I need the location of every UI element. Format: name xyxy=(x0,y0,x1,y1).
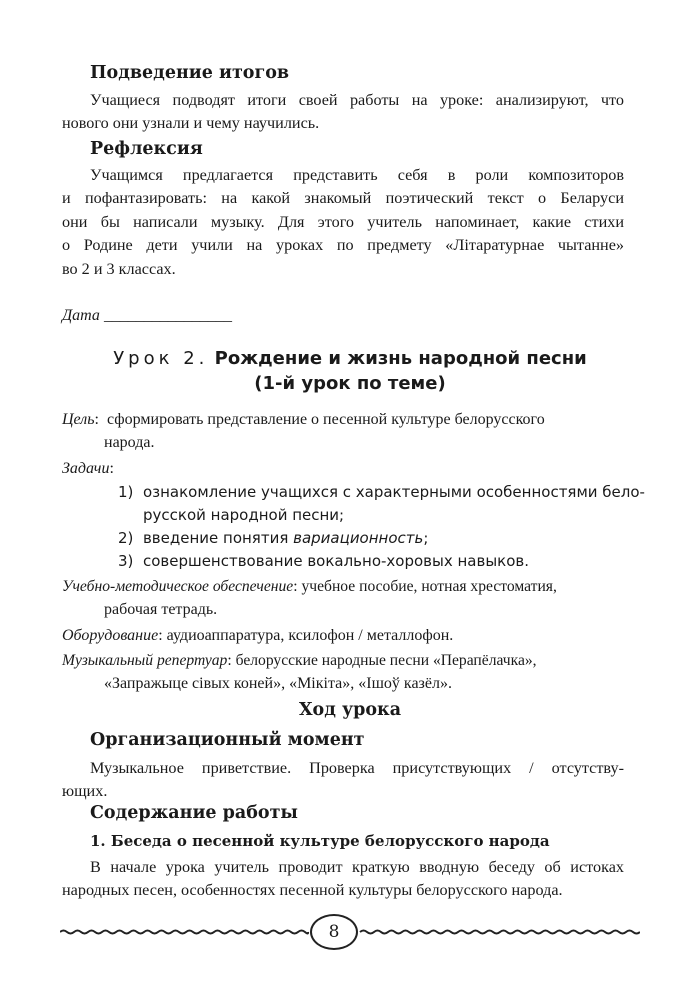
repertoire-line-2: «Запражыце сівых коней», «Мікіта», «Ішоў казёл». xyxy=(104,675,452,692)
task-1-line-1 xyxy=(118,483,645,501)
sub1-line-2: народных песен, особенностях песенной культуры белорусского народа. xyxy=(62,881,563,900)
lesson-title-line-1 xyxy=(40,348,660,369)
task-3-text: совершенствование вокально-хоровых навыков. xyxy=(142,552,530,570)
lesson-name: Рождение и жизнь народной песни xyxy=(214,348,587,369)
support-line-2: рабочая тетрадь. xyxy=(104,601,218,618)
lesson-title xyxy=(40,348,660,394)
task-2-number: 2) xyxy=(118,529,134,547)
summary-line-1: Учащиеся подводят итоги своей работы на уроке: анализируют, что xyxy=(90,91,624,109)
date-blank: ________________ xyxy=(103,307,232,324)
tasks-label-line: Задачи: xyxy=(62,460,114,477)
reflection-heading: Рефлексия xyxy=(90,139,203,159)
reflection-line-1: Учащимся предлагается представить себя в роли композиторов xyxy=(90,166,624,184)
sub1-line-1: В начале урока учитель проводит краткую вводную беседу об истоках xyxy=(90,858,624,876)
equipment-label: Оборудование xyxy=(62,627,159,644)
repertoire-text-1: : белорусские народные песни «Перапёлачка», xyxy=(227,652,537,669)
page-number: 8 xyxy=(310,914,358,950)
date-label: Дата xyxy=(62,307,100,324)
support-label: Учебно-методическое обеспечение xyxy=(62,578,294,595)
task-2-line xyxy=(118,529,428,547)
goal-line-2: народа. xyxy=(104,434,155,451)
org-line-2: ющих. xyxy=(62,782,108,801)
tasks-label: Задачи xyxy=(62,460,110,477)
lesson-subtitle: (1-й урок по теме) xyxy=(254,373,446,394)
task-1-text: ознакомление учащихся с характерными особенностями бело- xyxy=(142,483,645,501)
org-heading: Организационный момент xyxy=(90,730,365,750)
date-line xyxy=(62,307,232,325)
goal-line-1: Цель: сформировать представление о песенной культуре белорусского xyxy=(62,411,545,428)
task-1-line-2: русской народной песни; xyxy=(143,506,345,524)
task-3-number: 3) xyxy=(118,552,134,570)
equipment-line xyxy=(62,627,453,645)
lesson-number: Урок 2. xyxy=(113,348,209,369)
content-heading: Содержание работы xyxy=(90,803,298,823)
summary-heading: Подведение итогов xyxy=(90,63,290,83)
summary-paragraph xyxy=(62,89,624,136)
goal-label: Цель xyxy=(62,411,95,428)
task-2-pre: введение понятия xyxy=(142,529,294,547)
task-2-term: вариационность xyxy=(293,529,424,547)
sub1-paragraph xyxy=(62,856,624,903)
equipment-text: : аудиоаппаратура, ксилофон / металлофон. xyxy=(158,627,454,644)
goal-text-1: сформировать представление о песенной культуре белорусского xyxy=(106,411,545,428)
sub1-heading: 1. Беседа о песенной культуре белорусского народа xyxy=(90,832,550,850)
course-heading: Ход урока xyxy=(298,700,402,720)
task-3-line xyxy=(118,552,529,570)
reflection-paragraph xyxy=(62,164,624,281)
task-1-number: 1) xyxy=(118,483,134,501)
reflection-line-4: о Родине дети учили на уроках по предмету «Літаратурнае чытанне» xyxy=(62,236,624,255)
task-2-post: ; xyxy=(423,529,429,547)
support-line-1 xyxy=(62,578,557,596)
reflection-line-2: и пофантазировать: на какой знакомый поэтический текст о Беларуси xyxy=(62,189,624,208)
reflection-line-3: они бы написали музыку. Для этого учитель напоминает, какие стихи xyxy=(62,212,624,231)
org-line-1: Музыкальное приветствие. Проверка присутствующих / отсутству- xyxy=(90,759,624,777)
org-paragraph xyxy=(62,757,624,804)
reflection-line-5: во 2 и 3 классах. xyxy=(62,259,176,278)
support-text-1: : учебное пособие, нотная хрестоматия, xyxy=(293,578,557,595)
repertoire-line-1 xyxy=(62,652,537,670)
summary-line-2: нового они узнали и чему научились. xyxy=(62,114,320,133)
repertoire-label: Музыкальный репертуар xyxy=(62,652,228,669)
